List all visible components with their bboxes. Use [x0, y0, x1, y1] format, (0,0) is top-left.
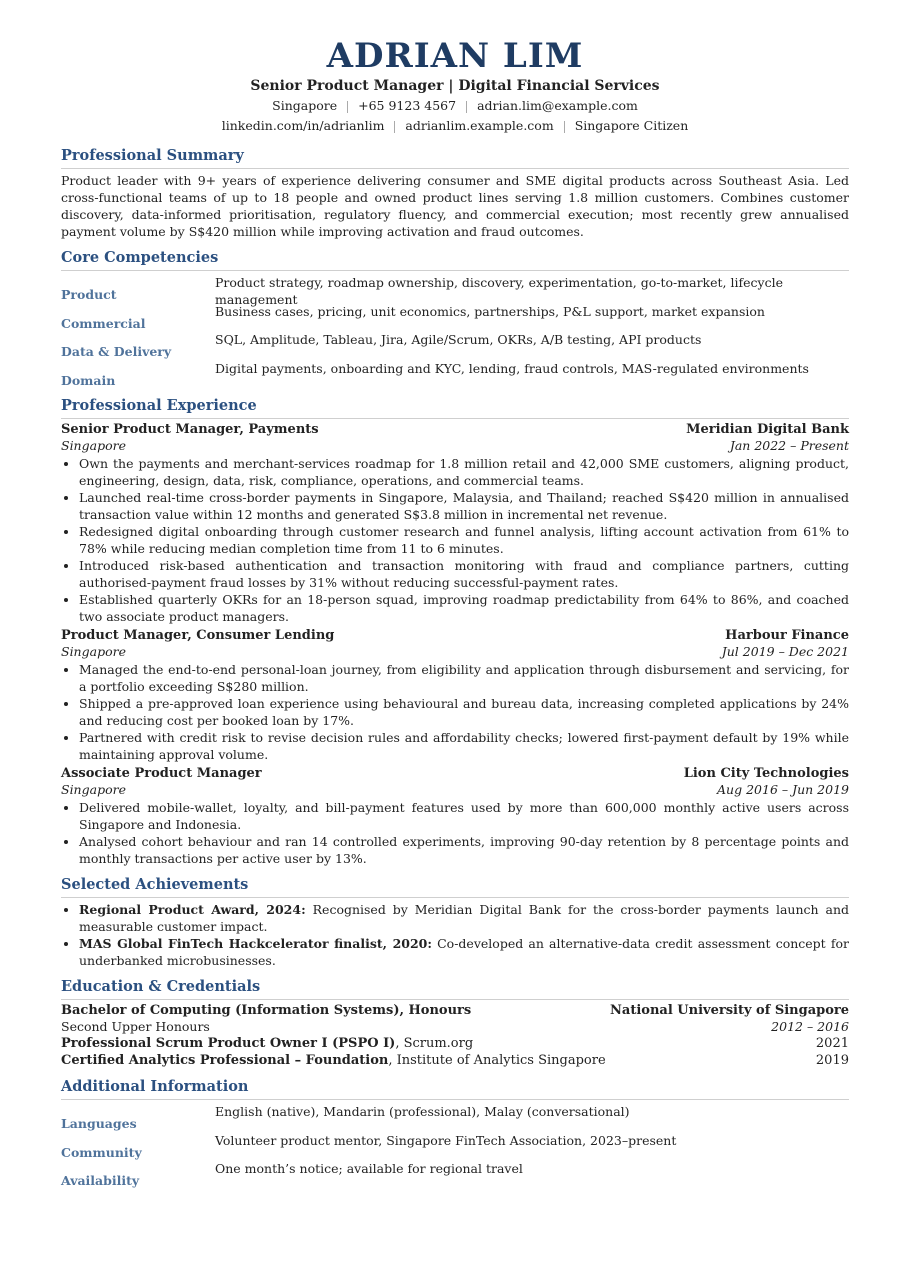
additional-key: Community — [61, 1144, 142, 1160]
separator — [564, 121, 565, 133]
citizenship: Singapore Citizen — [574, 118, 689, 133]
school-name: National University of Singapore — [610, 1003, 849, 1018]
resume-page — [61, 36, 849, 1189]
job-company: Meridian Digital Bank — [686, 422, 849, 437]
competency-key: Product — [61, 287, 117, 302]
section-title-competencies: Core Competencies — [61, 248, 849, 271]
additional-value: Volunteer product mentor, Singapore FinTech Association, 2023–present — [215, 1132, 677, 1148]
degree-meta — [61, 1019, 849, 1035]
competency-row — [61, 303, 849, 332]
summary-text: Product leader with 9+ years of experience delivering consumer and SME digital products across Southeast Asia. Led cross-functional teams of up to 18 people and owned product lines serving 1.8 million customers. Combines customer discovery, data-informed prioritisation, regulatory fluency, and commercial execution; most recently grew annualised payment volume by S$420 million while improving activation and fraud outcomes. — [61, 173, 849, 239]
competency-row — [61, 360, 849, 389]
candidate-name: ADRIAN LIM — [326, 36, 584, 76]
competency-value: Product strategy, roadmap ownership, discovery, experimentation, go-to-market, lifecycle management — [215, 275, 783, 307]
job-header — [61, 628, 849, 644]
job-dates: Aug 2016 – Jun 2019 — [717, 782, 849, 797]
list-item: • Established quarterly OKRs for an 18-person squad, improving roadmap predictability from 64% to 86%, and coached two associate product managers. — [79, 591, 849, 625]
cert-year: 2021 — [815, 1036, 849, 1051]
cert-name: Professional Scrum Product Owner I (PSPO I) — [61, 1036, 396, 1051]
competency-key: Data & Delivery — [61, 344, 172, 359]
list-item — [79, 935, 849, 969]
list-item: • Managed the end-to-end personal-loan journey, from eligibility and application through disbursement and servicing, for a portfolio exceeding S$280 million. — [79, 661, 849, 695]
achievement-text: Recognised by Meridian Digital Bank for the cross-border payments launch and measurable customer impact. — [79, 902, 849, 934]
job-bullets — [61, 661, 849, 763]
list-item: • Analysed cohort behaviour and ran 14 controlled experiments, improving 90-day retention by 8 percentage points and monthly transactions per active user by 13%. — [79, 833, 849, 867]
separator — [466, 101, 467, 113]
list-item: • Introduced risk-based authentication and transaction monitoring with fraud and compliance partners, cutting authorised-payment fraud losses by 31% without reducing successful-payment rates. — [79, 557, 849, 591]
competency-row — [61, 274, 849, 307]
cert-issuer: , Institute of Analytics Singapore — [388, 1053, 606, 1068]
linkedin-link[interactable]: linkedin.com/in/adrianlim — [221, 118, 385, 133]
additional-row — [61, 1103, 849, 1132]
list-item: • Own the payments and merchant-services roadmap for 1.8 million retail and 42,000 SME customers, aligning product, engineering, design, data, risk, compliance, operations, and commercial teams. — [79, 455, 849, 489]
job-location: Singapore — [61, 782, 126, 797]
phone: +65 9123 4567 — [358, 98, 457, 113]
job-company: Harbour Finance — [725, 628, 849, 643]
contact-line-1 — [61, 96, 849, 116]
degree-years: 2012 – 2016 — [771, 1019, 849, 1034]
list-item: • Shipped a pre-approved loan experience using behavioural and bureau data, increasing completed applications by 24% and reducing cost per booked loan by 17%. — [79, 695, 849, 729]
additional-key: Languages — [61, 1116, 137, 1131]
competency-value: Business cases, pricing, unit economics, partnerships, P&L support, market expansion — [215, 303, 765, 319]
additional-list — [61, 1103, 849, 1189]
location: Singapore — [272, 98, 338, 113]
cert-row — [61, 1052, 849, 1069]
degree-honours: Second Upper Honours — [61, 1019, 210, 1034]
section-title-education: Education & Credentials — [61, 977, 849, 1000]
job-dates: Jan 2022 – Present — [729, 438, 849, 453]
additional-value: One month’s notice; available for regional travel — [215, 1161, 523, 1176]
list-item — [79, 901, 849, 935]
job-company: Lion City Technologies — [683, 766, 849, 781]
job-meta — [61, 438, 849, 454]
section-title-additional: Additional Information — [61, 1077, 849, 1100]
achievement-text: Co-developed an alternative-data credit assessment concept for underbanked microbusinesses. — [79, 936, 849, 968]
cert-year: 2019 — [815, 1053, 849, 1068]
competency-key: Commercial — [61, 315, 146, 331]
contact-line-2 — [61, 116, 849, 136]
job-meta — [61, 644, 849, 660]
cert-row — [61, 1035, 849, 1052]
job-location: Singapore — [61, 438, 126, 453]
cert-issuer: , Scrum.org — [395, 1036, 474, 1051]
competency-row — [61, 331, 849, 360]
job-bullets — [61, 799, 849, 867]
competency-value: Digital payments, onboarding and KYC, lending, fraud controls, MAS-regulated environments — [215, 360, 809, 376]
additional-row — [61, 1132, 849, 1161]
section-title-experience: Professional Experience — [61, 396, 849, 419]
job-location: Singapore — [61, 644, 126, 659]
achievement-lead: Regional Product Award, 2024: — [79, 902, 306, 917]
competencies-list — [61, 274, 849, 388]
job-dates: Jul 2019 – Dec 2021 — [721, 644, 849, 659]
cert-name: Certified Analytics Professional – Foundation — [61, 1053, 389, 1068]
degree-name: Bachelor of Computing (Information Systems), Honours — [61, 1003, 472, 1018]
cert-label — [61, 1035, 473, 1052]
job-entry — [61, 628, 849, 763]
email-link[interactable]: adrian.lim@example.com — [477, 98, 638, 113]
additional-row — [61, 1160, 849, 1189]
job-entry — [61, 766, 849, 867]
competency-value: SQL, Amplitude, Tableau, Jira, Agile/Scrum, OKRs, A/B testing, API products — [215, 332, 702, 347]
degree-header — [61, 1003, 849, 1019]
list-item: • Delivered mobile-wallet, loyalty, and bill-payment features used by more than 600,000 monthly active users across Singapore and Indonesia. — [79, 799, 849, 833]
separator — [347, 101, 348, 113]
job-header — [61, 422, 849, 438]
job-header — [61, 766, 849, 782]
job-entry — [61, 422, 849, 625]
job-meta — [61, 782, 849, 798]
section-title-summary: Professional Summary — [61, 146, 849, 169]
job-bullets — [61, 455, 849, 625]
section-title-achievements: Selected Achievements — [61, 875, 849, 898]
candidate-title: Senior Product Manager | Digital Financial Services — [250, 78, 660, 94]
list-item: • Launched real-time cross-border payments in Singapore, Malaysia, and Thailand; reached S$420 million in annualised transaction value within 12 months and generated S$3.8 million in incremental net revenue. — [79, 489, 849, 523]
cert-label — [61, 1052, 606, 1069]
separator — [394, 121, 395, 133]
job-role: Product Manager, Consumer Lending — [61, 628, 335, 643]
achievements-list — [61, 901, 849, 969]
competency-key: Domain — [61, 372, 116, 388]
list-item: • Redesigned digital onboarding through customer research and funnel analysis, lifting account activation from 61% to 78% while reducing median completion time from 11 to 6 minutes. — [79, 523, 849, 557]
job-role: Senior Product Manager, Payments — [61, 422, 319, 437]
list-item: • Partnered with credit risk to revise decision rules and affordability checks; lowered first-payment default by 19% while maintaining approval volume. — [79, 729, 849, 763]
additional-key: Availability — [61, 1173, 140, 1188]
job-role: Associate Product Manager — [61, 766, 262, 781]
achievement-lead: MAS Global FinTech Hackcelerator finalist, 2020: — [79, 936, 432, 951]
additional-value: English (native), Mandarin (professional), Malay (conversational) — [215, 1104, 630, 1119]
website-link[interactable]: adrianlim.example.com — [405, 118, 554, 133]
